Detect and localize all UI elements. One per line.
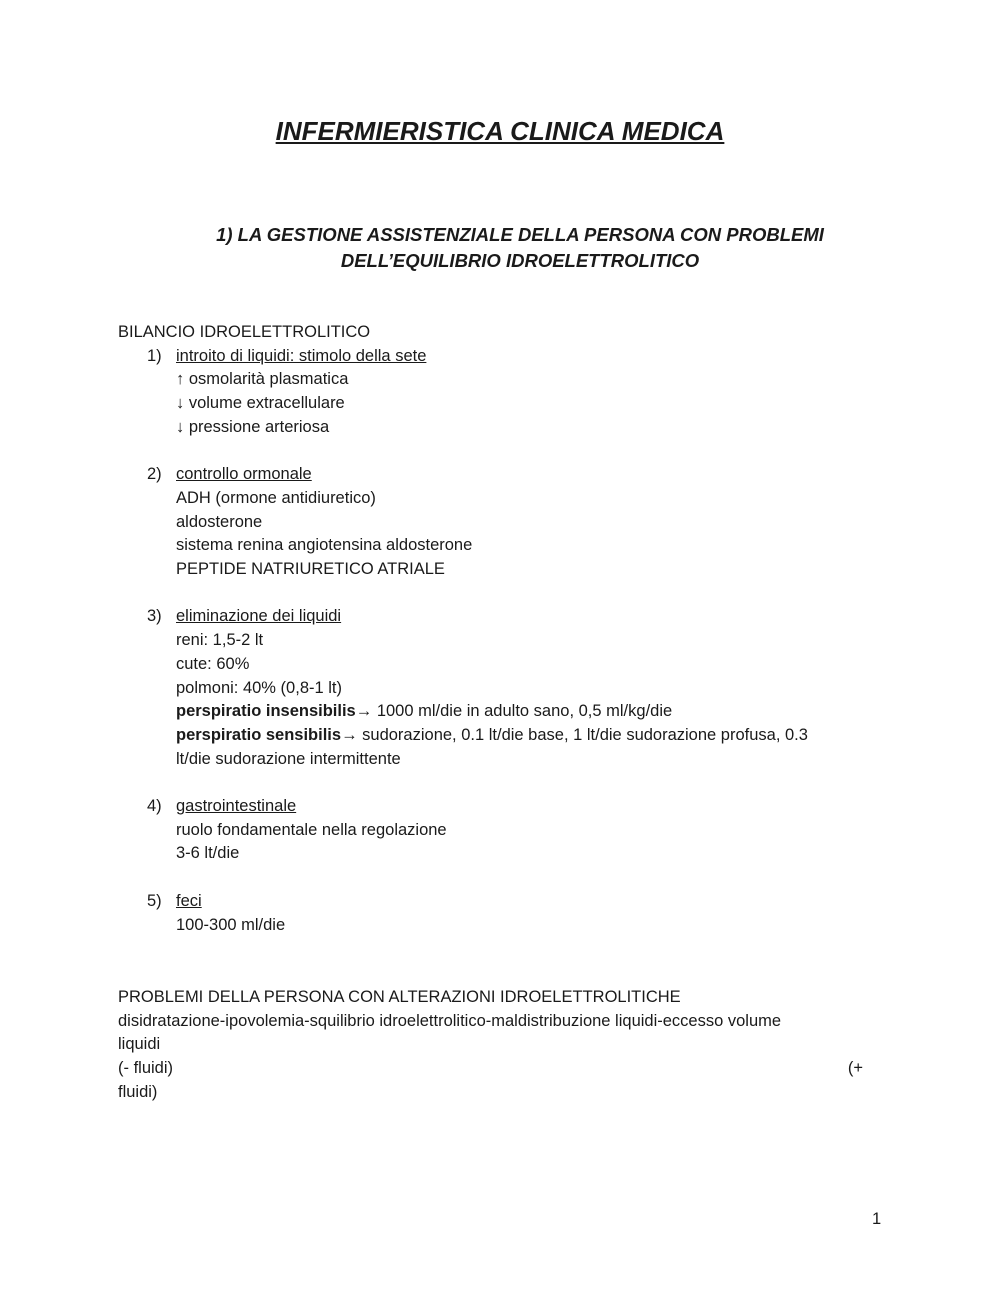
list-item-line: ruolo fondamentale nella regolazione <box>176 820 447 839</box>
list-item-title: eliminazione dei liquidi <box>176 607 342 626</box>
list-item-number: 2) <box>147 465 162 484</box>
list-item-title: introito di liquidi: stimolo della sete <box>176 346 427 365</box>
list-item-number: 1) <box>147 346 162 365</box>
fluid-labels-row <box>118 1057 863 1081</box>
perspiratio-sensibilis-line <box>176 724 808 748</box>
list-item-number: 4) <box>147 797 162 816</box>
list-item-line: ↓ volume extracellulare <box>176 394 345 413</box>
problems-list-text: disidratazione-ipovolemia-squilibrio idroelettrolitico-maldistribuzione liquidi-eccesso volume <box>118 1011 782 1030</box>
list-item-line: PEPTIDE NATRIURETICO ATRIALE <box>176 560 445 579</box>
list-item-feci <box>118 890 808 937</box>
list-item-title: gastrointestinale <box>176 797 297 816</box>
term-description: → sudorazione, 0.1 lt/die base, 1 lt/die sudorazione profusa, 0.3 <box>341 725 808 744</box>
list-item-title: feci <box>176 891 202 910</box>
list-item-line: sistema renina angiotensina aldosterone <box>176 536 473 555</box>
list-item-eliminazione <box>118 605 808 771</box>
list-item-number: 5) <box>147 891 162 910</box>
document-title: INFERMIERISTICA CLINICA MEDICA <box>275 116 725 146</box>
list-item-line: ADH (ormone antidiuretico) <box>176 488 376 507</box>
list-item-line: reni: 1,5-2 lt <box>176 631 264 650</box>
term-description: → 1000 ml/die in adulto sano, 0,5 ml/kg/die <box>355 702 673 721</box>
chapter-heading-line-2: DELL’EQUILIBRIO IDROELETTROLITICO <box>340 250 700 271</box>
chapter-heading <box>150 222 890 274</box>
bilancio-section <box>118 321 808 937</box>
plus-fluids-label: (+ <box>847 1059 863 1078</box>
list-item-controllo-ormonale <box>118 463 808 582</box>
chapter-heading-line-1: 1) LA GESTIONE ASSISTENZIALE DELLA PERSONA CON PROBLEMI <box>216 224 824 245</box>
bold-term: perspiratio insensibilis <box>176 702 356 721</box>
problemi-section <box>118 986 863 1105</box>
problems-list-text: liquidi <box>118 1035 161 1054</box>
list-item-number: 3) <box>147 607 162 626</box>
bold-term: perspiratio sensibilis <box>176 725 342 744</box>
list-item-line: 100-300 ml/die <box>176 915 286 934</box>
list-item-line: ↓ pressione arteriosa <box>176 417 330 436</box>
minus-fluids-label: (- fluidi) <box>118 1059 174 1078</box>
section-heading: BILANCIO IDROELETTROLITICO <box>118 323 371 341</box>
fluids-continuation: fluidi) <box>118 1082 158 1101</box>
list-item-line: aldosterone <box>176 512 263 531</box>
list-item-line: ↑ osmolarità plasmatica <box>176 370 349 389</box>
section-heading: PROBLEMI DELLA PERSONA CON ALTERAZIONI IDROELETTROLITICHE <box>118 988 681 1006</box>
list-item-line: polmoni: 40% (0,8-1 lt) <box>176 678 342 697</box>
page-number: 1 <box>872 1210 882 1228</box>
list-item-title: controllo ormonale <box>176 465 312 484</box>
list-item-line: cute: 60% <box>176 654 250 673</box>
list-item-gastrointestinale <box>118 795 808 866</box>
list-item-introito <box>118 345 808 440</box>
list-item-line: lt/die sudorazione intermittente <box>176 749 401 768</box>
list-item-line: 3-6 lt/die <box>176 844 240 863</box>
perspiratio-insensibilis-line <box>176 700 808 724</box>
